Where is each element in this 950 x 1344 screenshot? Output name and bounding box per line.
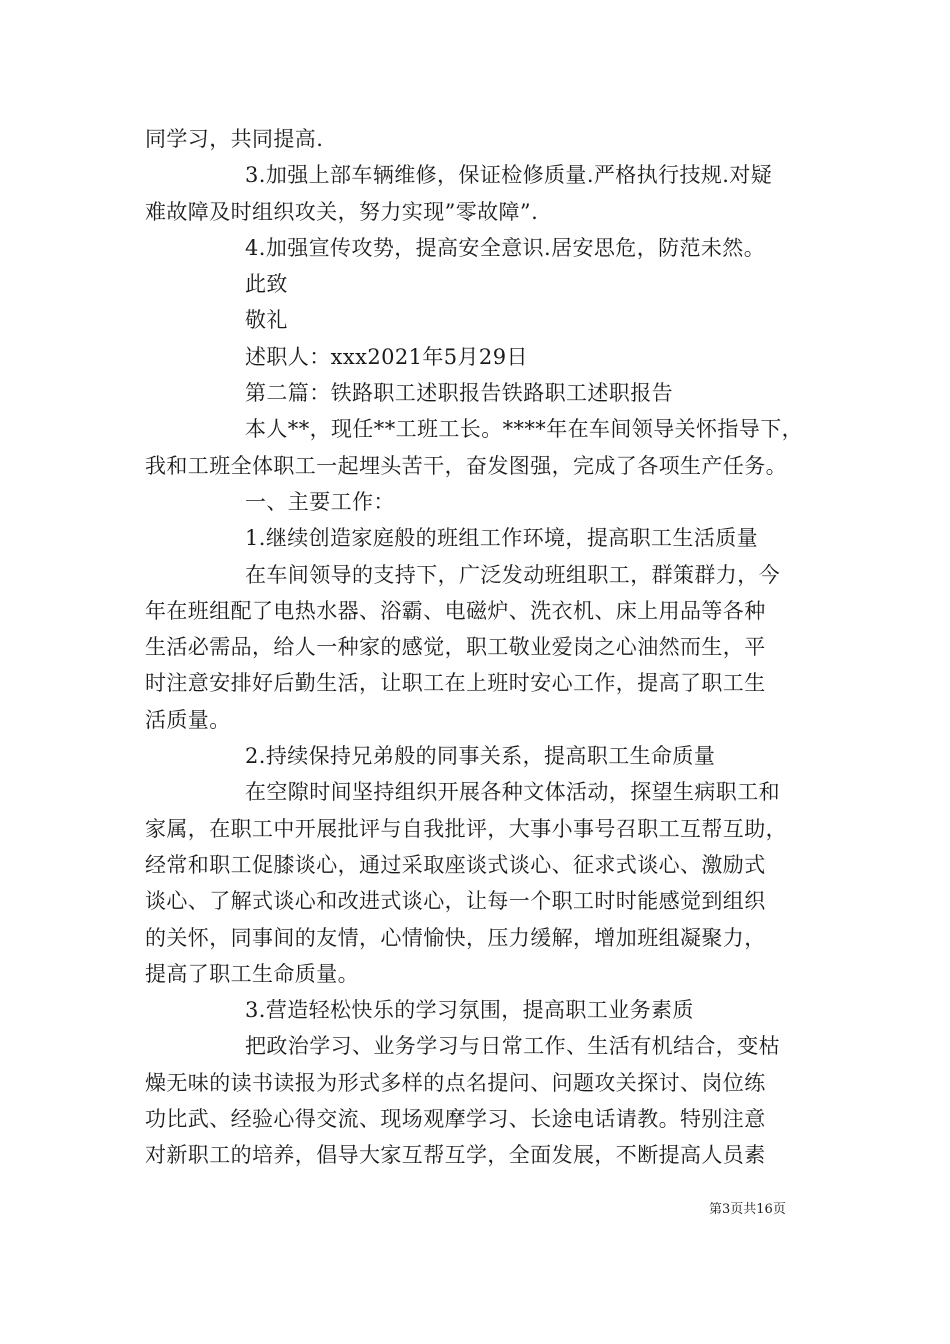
text-line: 在空隙时间坚持组织开展各种文体活动，探望生病职工和 [245, 780, 780, 805]
text-line: 敬礼 [245, 308, 288, 333]
text-line: 年在班组配了电热水器、浴霸、电磁炉、洗衣机、床上用品等各种 [145, 598, 766, 623]
text-line: 活质量。 [145, 707, 231, 732]
text-line: 把政治学习、业务学习与日常工作、生活有机结合，变枯 [245, 1034, 780, 1059]
text-line: 难故障及时组织攻关，努力实现”零故障”. [145, 199, 539, 224]
page-number-footer: 第3页共16页 [709, 1202, 786, 1217]
body-text [145, 121, 825, 1174]
text-line: 本人**，现任**工班工长。****年在车间领导关怀指导下， [245, 417, 803, 442]
text-line: 同学习，共同提高. [145, 127, 324, 151]
subheading: 2.持续保持兄弟般的同事关系，提高职工生命质量 [245, 744, 716, 769]
text-line: 此致 [245, 272, 288, 297]
section-heading: 第二篇：铁路职工述职报告铁路职工述职报告 [245, 381, 673, 406]
text-line: 家属，在职工中开展批评与自我批评，大事小事号召职工互帮互助， [145, 816, 787, 841]
text-line: 功比武、经验心得交流、现场观摩学习、长途电话请教。特别注意 [145, 1107, 766, 1132]
text-line: 生活必需品，给人一种家的感觉，职工敬业爱岗之心油然而生，平 [145, 635, 766, 660]
text-line: 3.加强上部车辆维修，保证检修质量.严格执行技规.对疑 [245, 163, 773, 188]
subheading: 1.继续创造家庭般的班组工作环境，提高职工生活质量 [245, 526, 759, 551]
text-line: 我和工班全体职工一起埋头苦干，奋发图强，完成了各项生产任务。 [145, 453, 787, 478]
subheading: 3.营造轻松快乐的学习氛围，提高职工业务素质 [245, 998, 694, 1023]
text-line: 在车间领导的支持下，广泛发动班组职工，群策群力，今 [245, 562, 780, 587]
text-line: 时注意安排好后勤生活，让职工在上班时安心工作，提高了职工生 [145, 671, 766, 696]
text-line: 的关怀，同事间的友情，心情愉快，压力缓解，增加班组凝聚力， [145, 925, 766, 950]
text-line: 谈心、了解式谈心和改进式谈心，让每一个职工时时能感觉到组织 [145, 889, 766, 914]
text-line: 经常和职工促膝谈心，通过采取座谈式谈心、征求式谈心、激励式 [145, 852, 766, 877]
subheading: 一、主要工作： [245, 489, 395, 514]
text-line: 4.加强宣传攻势，提高安全意识.居安思危，防范未然。 [245, 235, 766, 260]
text-line: 燥无味的读书读报为形式多样的点名提问、问题攻关探讨、岗位练 [145, 1070, 766, 1095]
text-line: 对新职工的培养，倡导大家互帮互学，全面发展，不断提高人员素 [145, 1143, 766, 1168]
text-line: 述职人：xxx2021年5月29日 [245, 344, 528, 369]
text-line: 提高了职工生命质量。 [145, 961, 359, 986]
